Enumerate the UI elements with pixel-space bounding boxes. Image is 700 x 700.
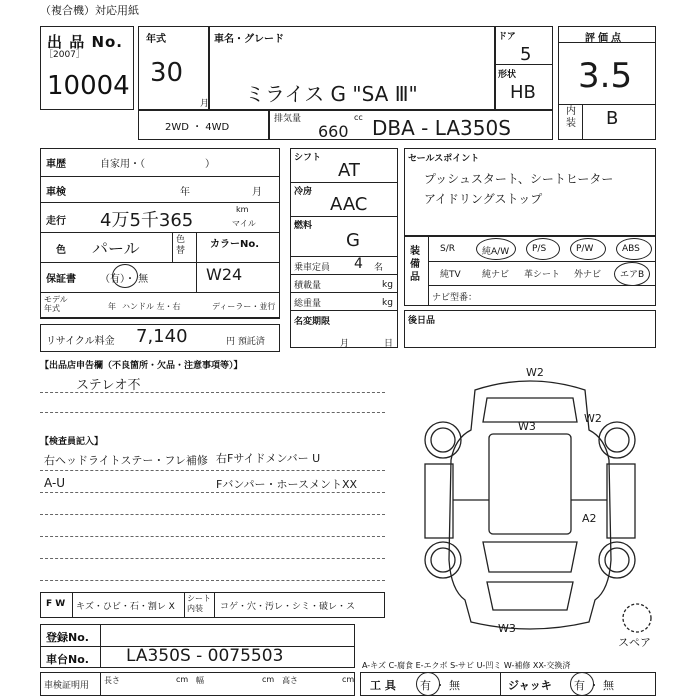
warranty-label: 保証書 — [46, 274, 76, 285]
remarks-label: 【出品店申告欄（不良箇所・欠品・注意事項等）】 — [40, 361, 243, 371]
tools-label: 工 具 — [370, 679, 396, 692]
load-label: 積載量 — [294, 281, 322, 291]
doors-value: 5 — [520, 44, 532, 65]
fuel-label: 燃料 — [294, 221, 313, 231]
equip-power-window: P/W — [576, 244, 594, 254]
shuppin-label: 出 品 No. — [47, 33, 124, 51]
equip-navi: 純ナビ — [482, 270, 510, 280]
shape-label: 形状 — [498, 70, 517, 80]
length-label: 長さ — [104, 676, 120, 685]
equip-tv: 純TV — [440, 270, 461, 280]
fw-text: キズ・ひビ・石・割レ X — [76, 602, 175, 612]
inspector-line2-right: Fバンパー・ホースメントXX — [216, 478, 358, 491]
jack-label: ジャッキ — [508, 679, 552, 692]
mark-side-a2: A2 — [582, 512, 597, 525]
circle-alloy-wheel — [476, 238, 516, 260]
shift-label: シフト — [294, 153, 322, 163]
sales-point-label: セールスポイント — [408, 154, 480, 164]
year-value: 30 — [150, 58, 184, 88]
door-label: ドア — [498, 32, 516, 42]
color-change-label: 色替 — [176, 235, 186, 256]
shape-value: HB — [510, 82, 536, 103]
lot-number: 10004 — [47, 71, 130, 101]
chassis-value: LA350S - 0075503 — [126, 646, 284, 666]
lot-box — [40, 26, 134, 110]
inspector-line2-left: A-U — [44, 476, 66, 490]
shaken-year-label: 年 — [180, 187, 190, 198]
color-value: パール — [92, 239, 140, 258]
width-label: 幅 — [196, 676, 204, 685]
capacity-label: 乗車定員 — [294, 263, 331, 273]
cooler-value: AAC — [330, 194, 368, 215]
equip-abs: ABS — [622, 244, 640, 254]
meigi-month: 月 — [340, 339, 350, 349]
name-grade-value: ミライス G "SA Ⅲ" — [245, 82, 418, 106]
recycle-unit: 円 預託済 — [226, 337, 265, 347]
warranty-circle — [112, 264, 138, 288]
equip-leather: 革シート — [524, 270, 561, 280]
attachments-block — [404, 310, 656, 348]
height-unit: cm — [342, 675, 355, 684]
equip-sr: S/R — [440, 244, 455, 254]
capacity-value: 4 — [354, 256, 363, 272]
score-value: 3.5 — [578, 56, 633, 96]
fuel-value: G — [346, 230, 360, 251]
mileage-value: 4万5千365 — [100, 210, 194, 231]
mile-unit: マイル — [232, 219, 256, 228]
color-no-label: カラーNo. — [210, 239, 260, 250]
model-year-unit: 年 — [108, 302, 116, 311]
shareki-label: 車歴 — [46, 159, 66, 170]
mark-fender-w2: W2 — [584, 412, 602, 425]
year-code: ［2007］ — [44, 50, 85, 60]
dealer-label: ディーラー・並行 — [212, 302, 276, 311]
mark-front-w2: W2 — [526, 366, 544, 379]
width-unit: cm — [262, 675, 275, 684]
displacement-label: 排気量 — [274, 114, 302, 124]
interior-label: 内装 — [566, 106, 576, 129]
fw-label: F W — [46, 599, 66, 609]
inspector-label: 【検査員記入】 — [40, 437, 104, 447]
mark-hood-w3: W3 — [518, 420, 536, 433]
spare-label: スペア — [618, 636, 651, 649]
jack-value: 有 ・ 無 — [574, 679, 614, 692]
km-unit: km — [236, 205, 249, 214]
seat-text: コゲ・穴・汚レ・シミ・破レ・ス — [220, 602, 356, 612]
score-label: 評価点 — [585, 33, 624, 44]
mark-rear-w3: W3 — [498, 622, 516, 635]
cc-label: cc — [354, 113, 363, 122]
meigi-label: 名変期限 — [294, 317, 331, 327]
circle-power-steering — [526, 238, 560, 260]
displacement-value: 660 — [318, 122, 349, 141]
damage-legend: A-キズ C-腐食 E-エクボ S-サビ U-凹ミ W-補修 XX-交換済 — [362, 661, 571, 670]
equip-ext-navi: 外ナビ — [574, 270, 602, 280]
weight-label: 総重量 — [294, 299, 322, 309]
tools-circle — [416, 672, 440, 696]
jack-circle — [570, 672, 594, 696]
capacity-unit: 名 — [374, 263, 384, 273]
warranty-options: （有）・ 無 — [100, 274, 149, 285]
cooler-label: 冷房 — [294, 187, 313, 197]
sales-point-line1: プッシュスタート、シートヒーター — [424, 172, 614, 186]
meigi-day: 日 — [384, 339, 394, 349]
attachments-label: 後日品 — [408, 316, 436, 326]
inspector-line1-right: 右Fサイドメンバー U — [216, 452, 321, 465]
shaken-month-label: 月 — [252, 187, 262, 198]
height-label: 高さ — [282, 676, 298, 685]
recycle-value: 7,140 — [136, 326, 188, 347]
shareki-value: 自家用・（ ） — [100, 159, 215, 170]
drive-label: 2WD ・ 4WD — [165, 122, 230, 133]
shift-value: AT — [338, 160, 360, 181]
form-note: （複合機）対応用紙 — [40, 4, 139, 17]
shaken-label: 車検 — [46, 187, 66, 198]
model-year-label: モデル年式 — [44, 295, 68, 313]
model-code: DBA - LA350S — [372, 116, 511, 140]
equip-power-steering: P/S — [532, 244, 547, 254]
length-unit: cm — [176, 675, 189, 684]
certificate-label: 車検証明用 — [44, 681, 90, 691]
load-unit: kg — [382, 280, 393, 290]
weight-unit: kg — [382, 298, 393, 308]
name-grade-label: 車名・グレード — [214, 34, 284, 45]
circle-airbag — [614, 262, 650, 286]
handle-label: ハンドル 左・右 — [122, 302, 181, 311]
navi-model-label: ナビ型番： — [432, 293, 478, 303]
inspector-line1-left: 右ヘッドライトステー・フレ補修 — [44, 454, 208, 467]
mileage-label: 走行 — [46, 216, 66, 227]
nenshiki-label: 年式 — [146, 34, 166, 45]
color-no-value: W24 — [206, 265, 243, 284]
seat-label: シート内装 — [187, 594, 211, 613]
circle-power-window — [570, 238, 606, 260]
registration-label: 登録No. — [46, 631, 89, 644]
equip-alloy-wheel: 純A/W — [482, 247, 510, 257]
month-label: 月 — [200, 99, 210, 109]
circle-abs — [616, 238, 652, 260]
equipment-label: 装備品 — [410, 246, 420, 283]
chassis-label: 車台No. — [46, 653, 89, 666]
interior-value: B — [606, 108, 619, 129]
sales-point-line2: アイドリングストップ — [424, 192, 543, 206]
equip-airbag: エアB — [620, 270, 645, 280]
car-damage-diagram — [405, 360, 655, 640]
recycle-label: リサイクル料金 — [46, 336, 115, 347]
color-label: 色 — [56, 245, 66, 256]
tools-value: 有 ・ 無 — [420, 679, 460, 692]
remarks-text: ステレオ不 — [76, 378, 141, 393]
